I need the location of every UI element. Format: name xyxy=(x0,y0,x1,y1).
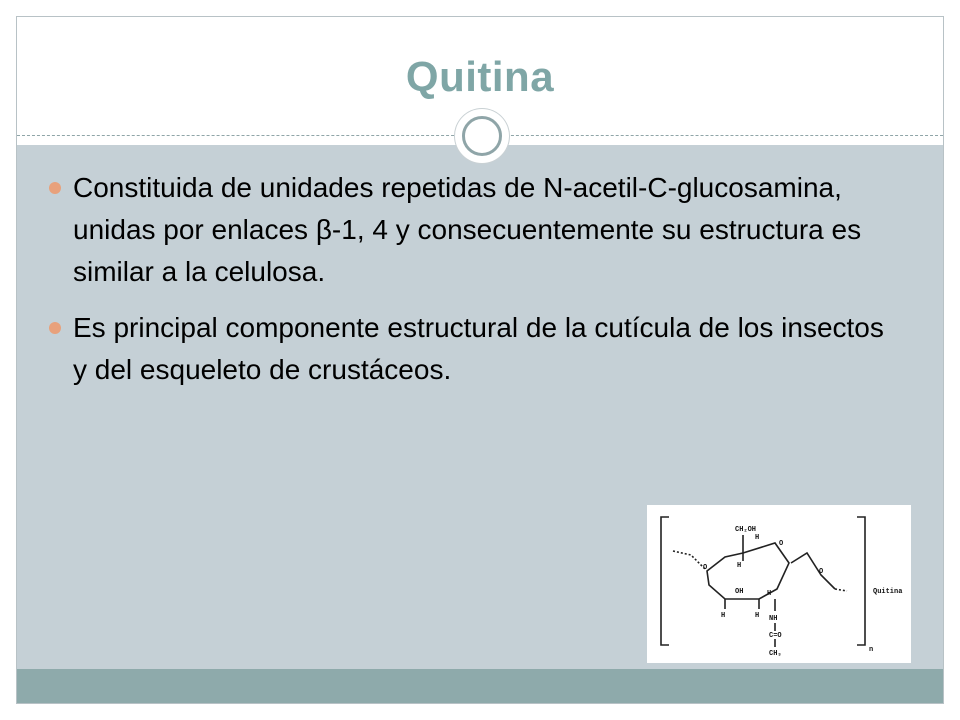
sugar-ring xyxy=(707,543,789,599)
label-o-left: O xyxy=(703,564,708,572)
footer-band xyxy=(17,669,943,703)
label-oh: OH xyxy=(735,588,744,596)
bullet-item-2 xyxy=(49,307,899,391)
bullet-dot-icon xyxy=(49,322,61,334)
bullet-dot-icon xyxy=(49,182,61,194)
divider-ring-icon xyxy=(455,109,509,163)
slide-frame xyxy=(16,16,944,704)
bracket-right xyxy=(857,517,865,645)
label-h-mid: H xyxy=(767,590,772,598)
bullet-text-2: Es principal componente estructural de la cutícula de los insectos y del esqueleto de crustáceos. xyxy=(73,312,884,385)
ring-inner xyxy=(462,116,502,156)
bracket-left xyxy=(661,517,669,645)
label-h-bottom-right: H xyxy=(755,612,760,620)
label-o-ring: O xyxy=(779,540,784,548)
label-h-bottom-left: H xyxy=(721,612,726,620)
label-n: n xyxy=(869,646,874,654)
label-h-top: H xyxy=(737,562,742,570)
label-quitina: Quitina xyxy=(873,588,903,596)
chitin-structure-diagram xyxy=(647,505,911,663)
slide-title: Quitina xyxy=(405,53,555,100)
label-ch3: CH₃ xyxy=(769,650,782,658)
label-h-ring: H xyxy=(755,534,760,542)
chitin-structure-figure xyxy=(647,505,911,663)
label-ch2oh: CH₂OH xyxy=(735,526,757,534)
bullet-item-1 xyxy=(49,167,899,293)
bullet-list xyxy=(49,167,899,405)
label-o-right: O xyxy=(819,568,824,576)
bullet-text-1: Constituida de unidades repetidas de N-acetil-C-glucosamina, unidas por enlaces β-1, 4 y consecuentemente su estructura es similar a la celulosa. xyxy=(73,172,862,287)
label-c-eq-o: C=O xyxy=(769,632,782,640)
chain-left-dotted xyxy=(673,551,705,569)
chain-right xyxy=(791,553,835,589)
label-nh: NH xyxy=(769,615,778,623)
chain-right-dotted xyxy=(835,589,847,591)
